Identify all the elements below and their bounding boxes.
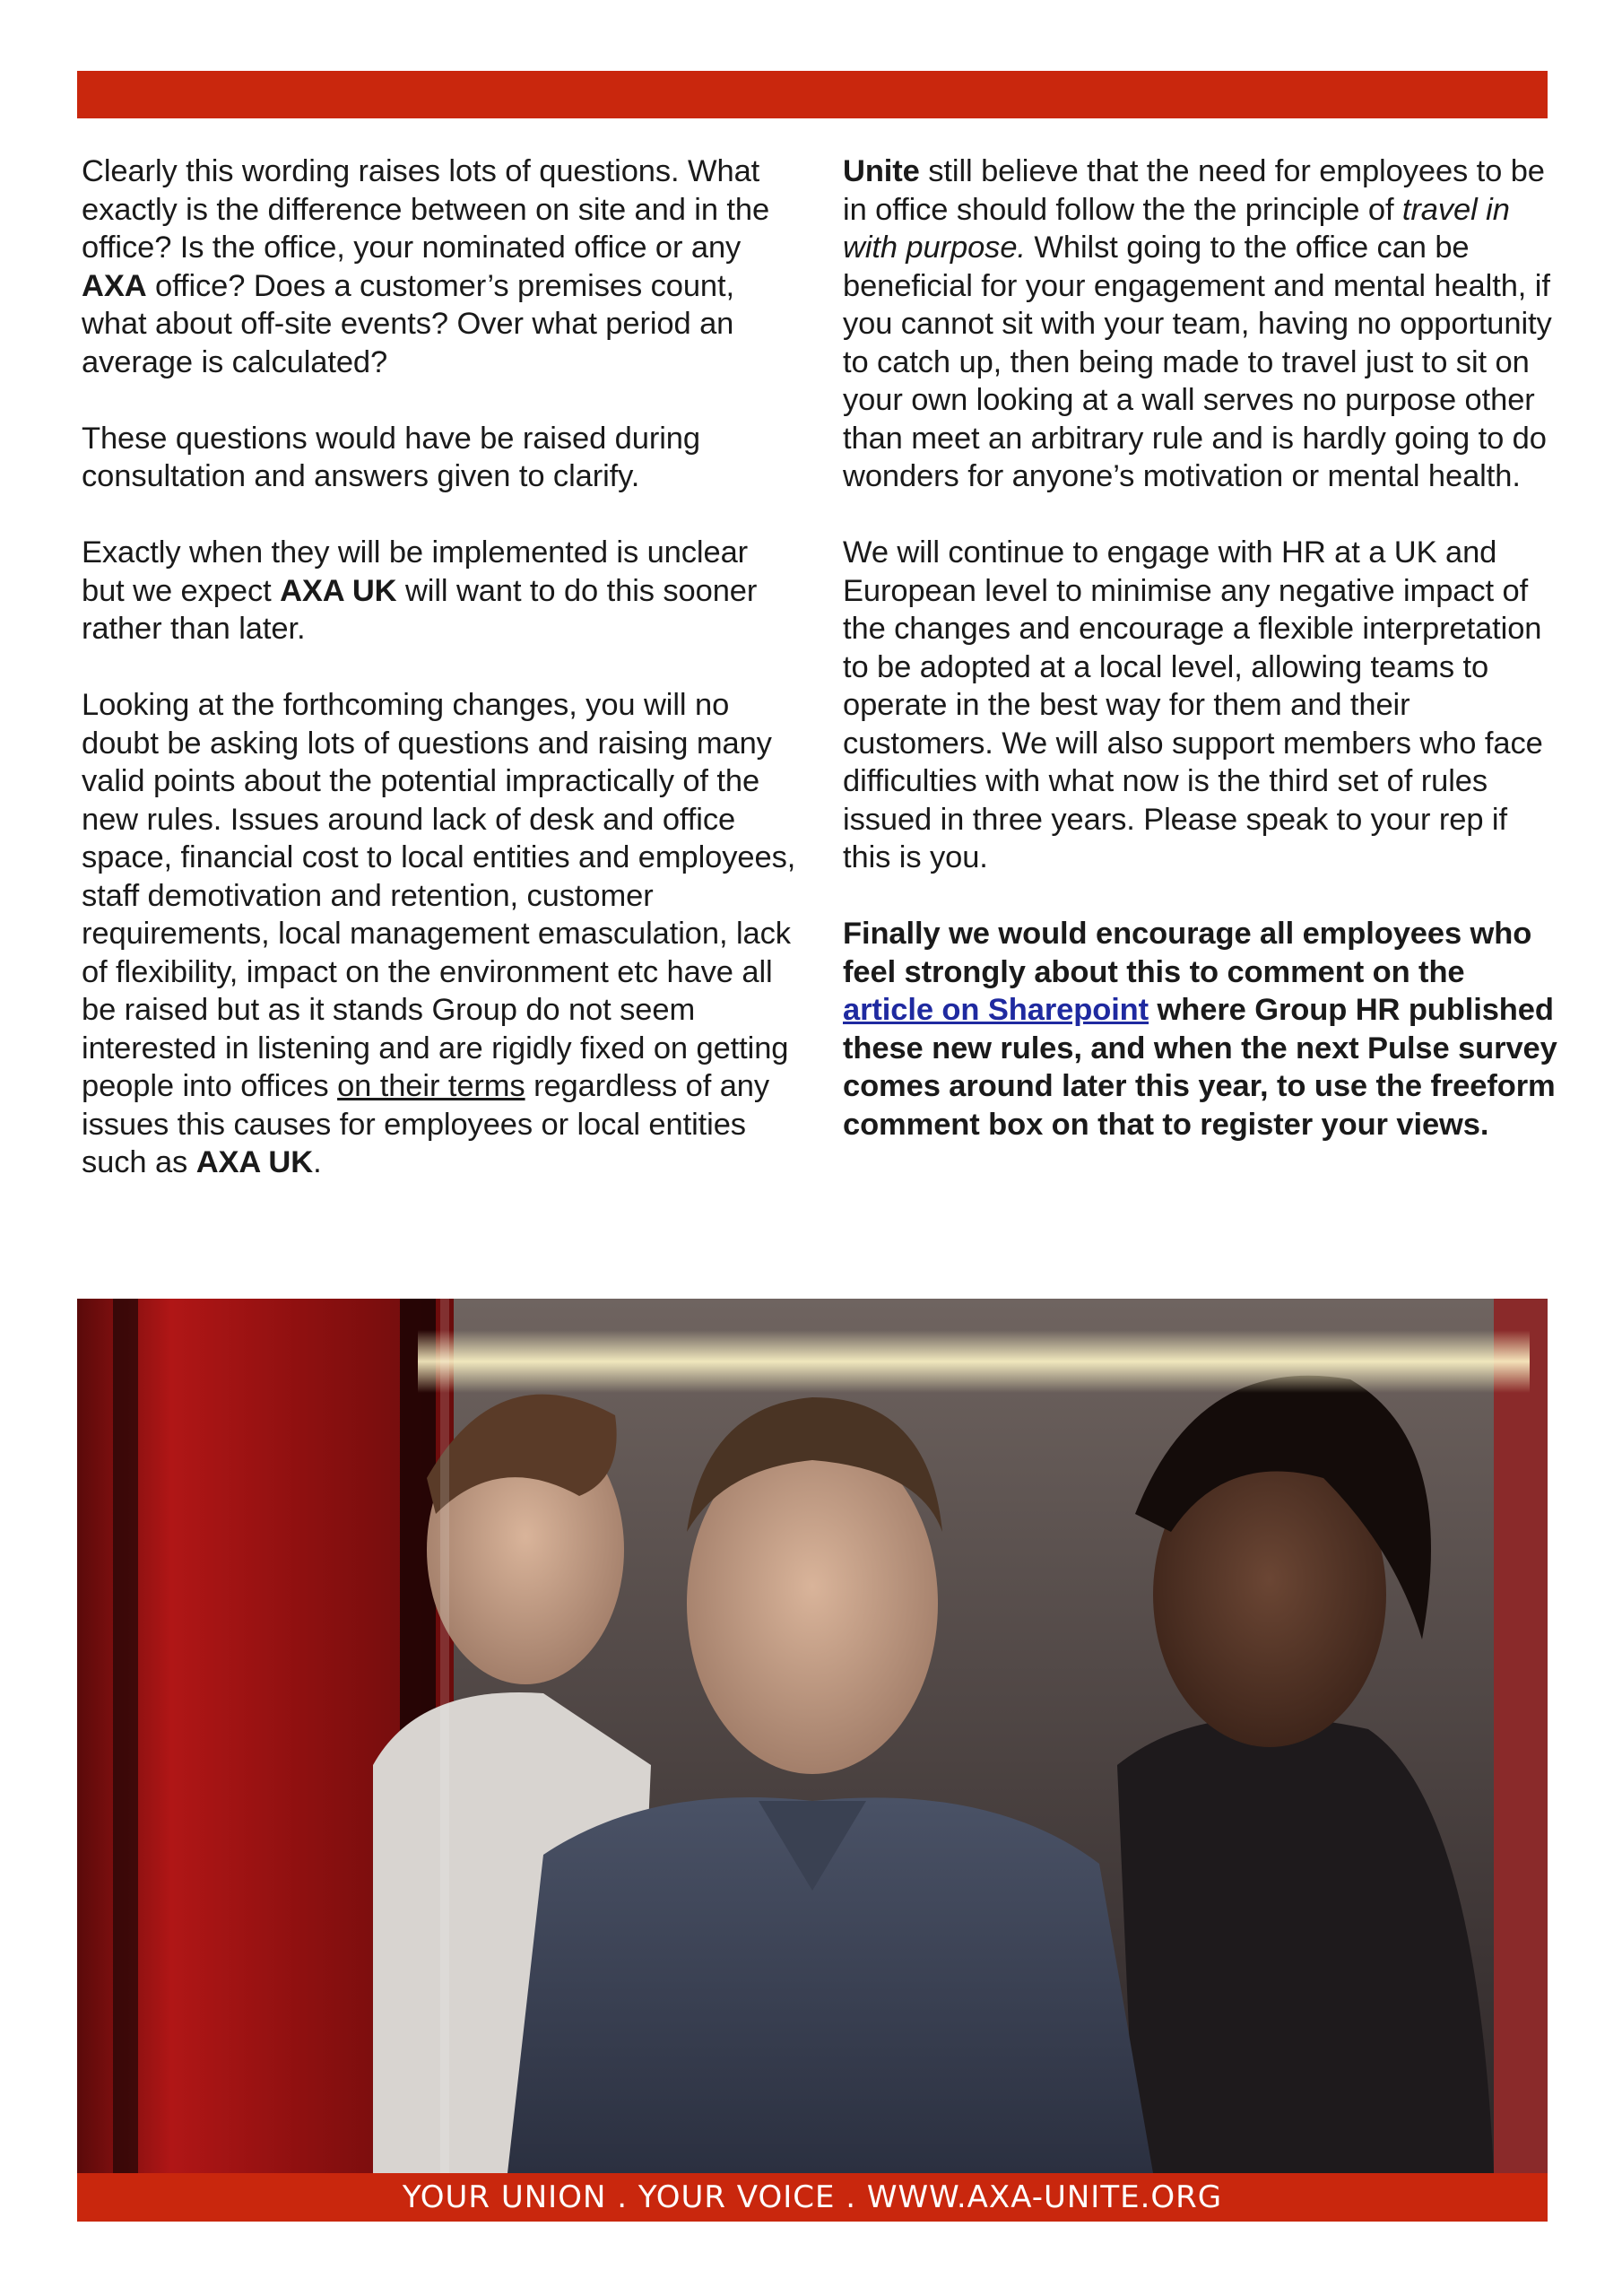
left-paragraph-4: Looking at the forthcoming changes, you will no doubt be asking lots of questions and raising many valid points about the potential impractically of the new rules. Issues around lack of desk and office space, financial cost to local entities and employees, staff demotivation and retention, customer requirements, local management emasculation, lack of flexibility, impact on the environment etc have all be raised but as it stands Group do not seem interested in listening and are rigidly fixed on getting people into offices on their terms regardless of any issues this causes for employees or local entities such as AXA UK. bbox=[82, 688, 796, 1179]
axa-uk-bold: AXA UK bbox=[195, 1145, 314, 1179]
footer-text: YOUR UNION . YOUR VOICE . WWW.AXA-UNITE.ORG bbox=[402, 2179, 1223, 2215]
right-paragraph-1: Unite still believe that the need for employees to be in office should follow the the principle of travel in with purpose. Whilst going to the office can be beneficial for your engagement and mental health, if you cannot sit with your team, having no opportunity to catch up, then being made to travel just to sit on your own looking at a wall serves no purpose other than meet an arbitrary rule and is hardly going to do wonders for anyone’s motivation or mental health. bbox=[843, 154, 1552, 493]
on-their-terms-underline: on their terms bbox=[337, 1069, 525, 1103]
right-column bbox=[843, 152, 1560, 1144]
axa-bold: AXA bbox=[82, 268, 147, 303]
left-column bbox=[82, 152, 799, 1182]
sharepoint-article-link[interactable]: article on Sharepoint bbox=[843, 993, 1149, 1027]
axa-uk-bold: AXA UK bbox=[280, 573, 397, 608]
footer-banner bbox=[77, 2173, 1548, 2222]
closing-call-to-action: Finally we would encourage all employees who feel strongly about this to comment on the article on Sharepoint where Group HR published these new rules, and when the next Pulse survey comes around later this year, to use the freeform comment box on that to register your views. bbox=[843, 917, 1557, 1142]
unite-bold: Unite bbox=[843, 154, 920, 188]
left-paragraph-1: Clearly this wording raises lots of questions. What exactly is the difference between on site and in the office? Is the office, your nominated office or any AXA office? Does a customer’s premises count, what about off-site events? Over what period an average is calculated? bbox=[82, 154, 770, 379]
left-paragraph-3: Exactly when they will be implemented is unclear but we expect AXA UK will want to do this sooner rather than later. bbox=[82, 535, 758, 646]
travel-in-with-purpose-italic: travel in with purpose. bbox=[843, 192, 1510, 265]
commuters-photo bbox=[77, 1299, 1548, 2173]
right-paragraph-2: We will continue to engage with HR at a UK and European level to minimise any negative impact of the changes and encourage a flexible interpretation to be adopted at a local level, allowing teams to operate in the best way for them and their customers. We will also support members who face difficulties with what now is the third set of rules issued in three years. Please speak to your rep if this is you. bbox=[843, 535, 1543, 874]
left-paragraph-2: These questions would have be raised during consultation and answers given to clarify. bbox=[82, 421, 700, 493]
commuters-illustration bbox=[77, 1299, 1548, 2173]
top-banner bbox=[77, 71, 1548, 118]
